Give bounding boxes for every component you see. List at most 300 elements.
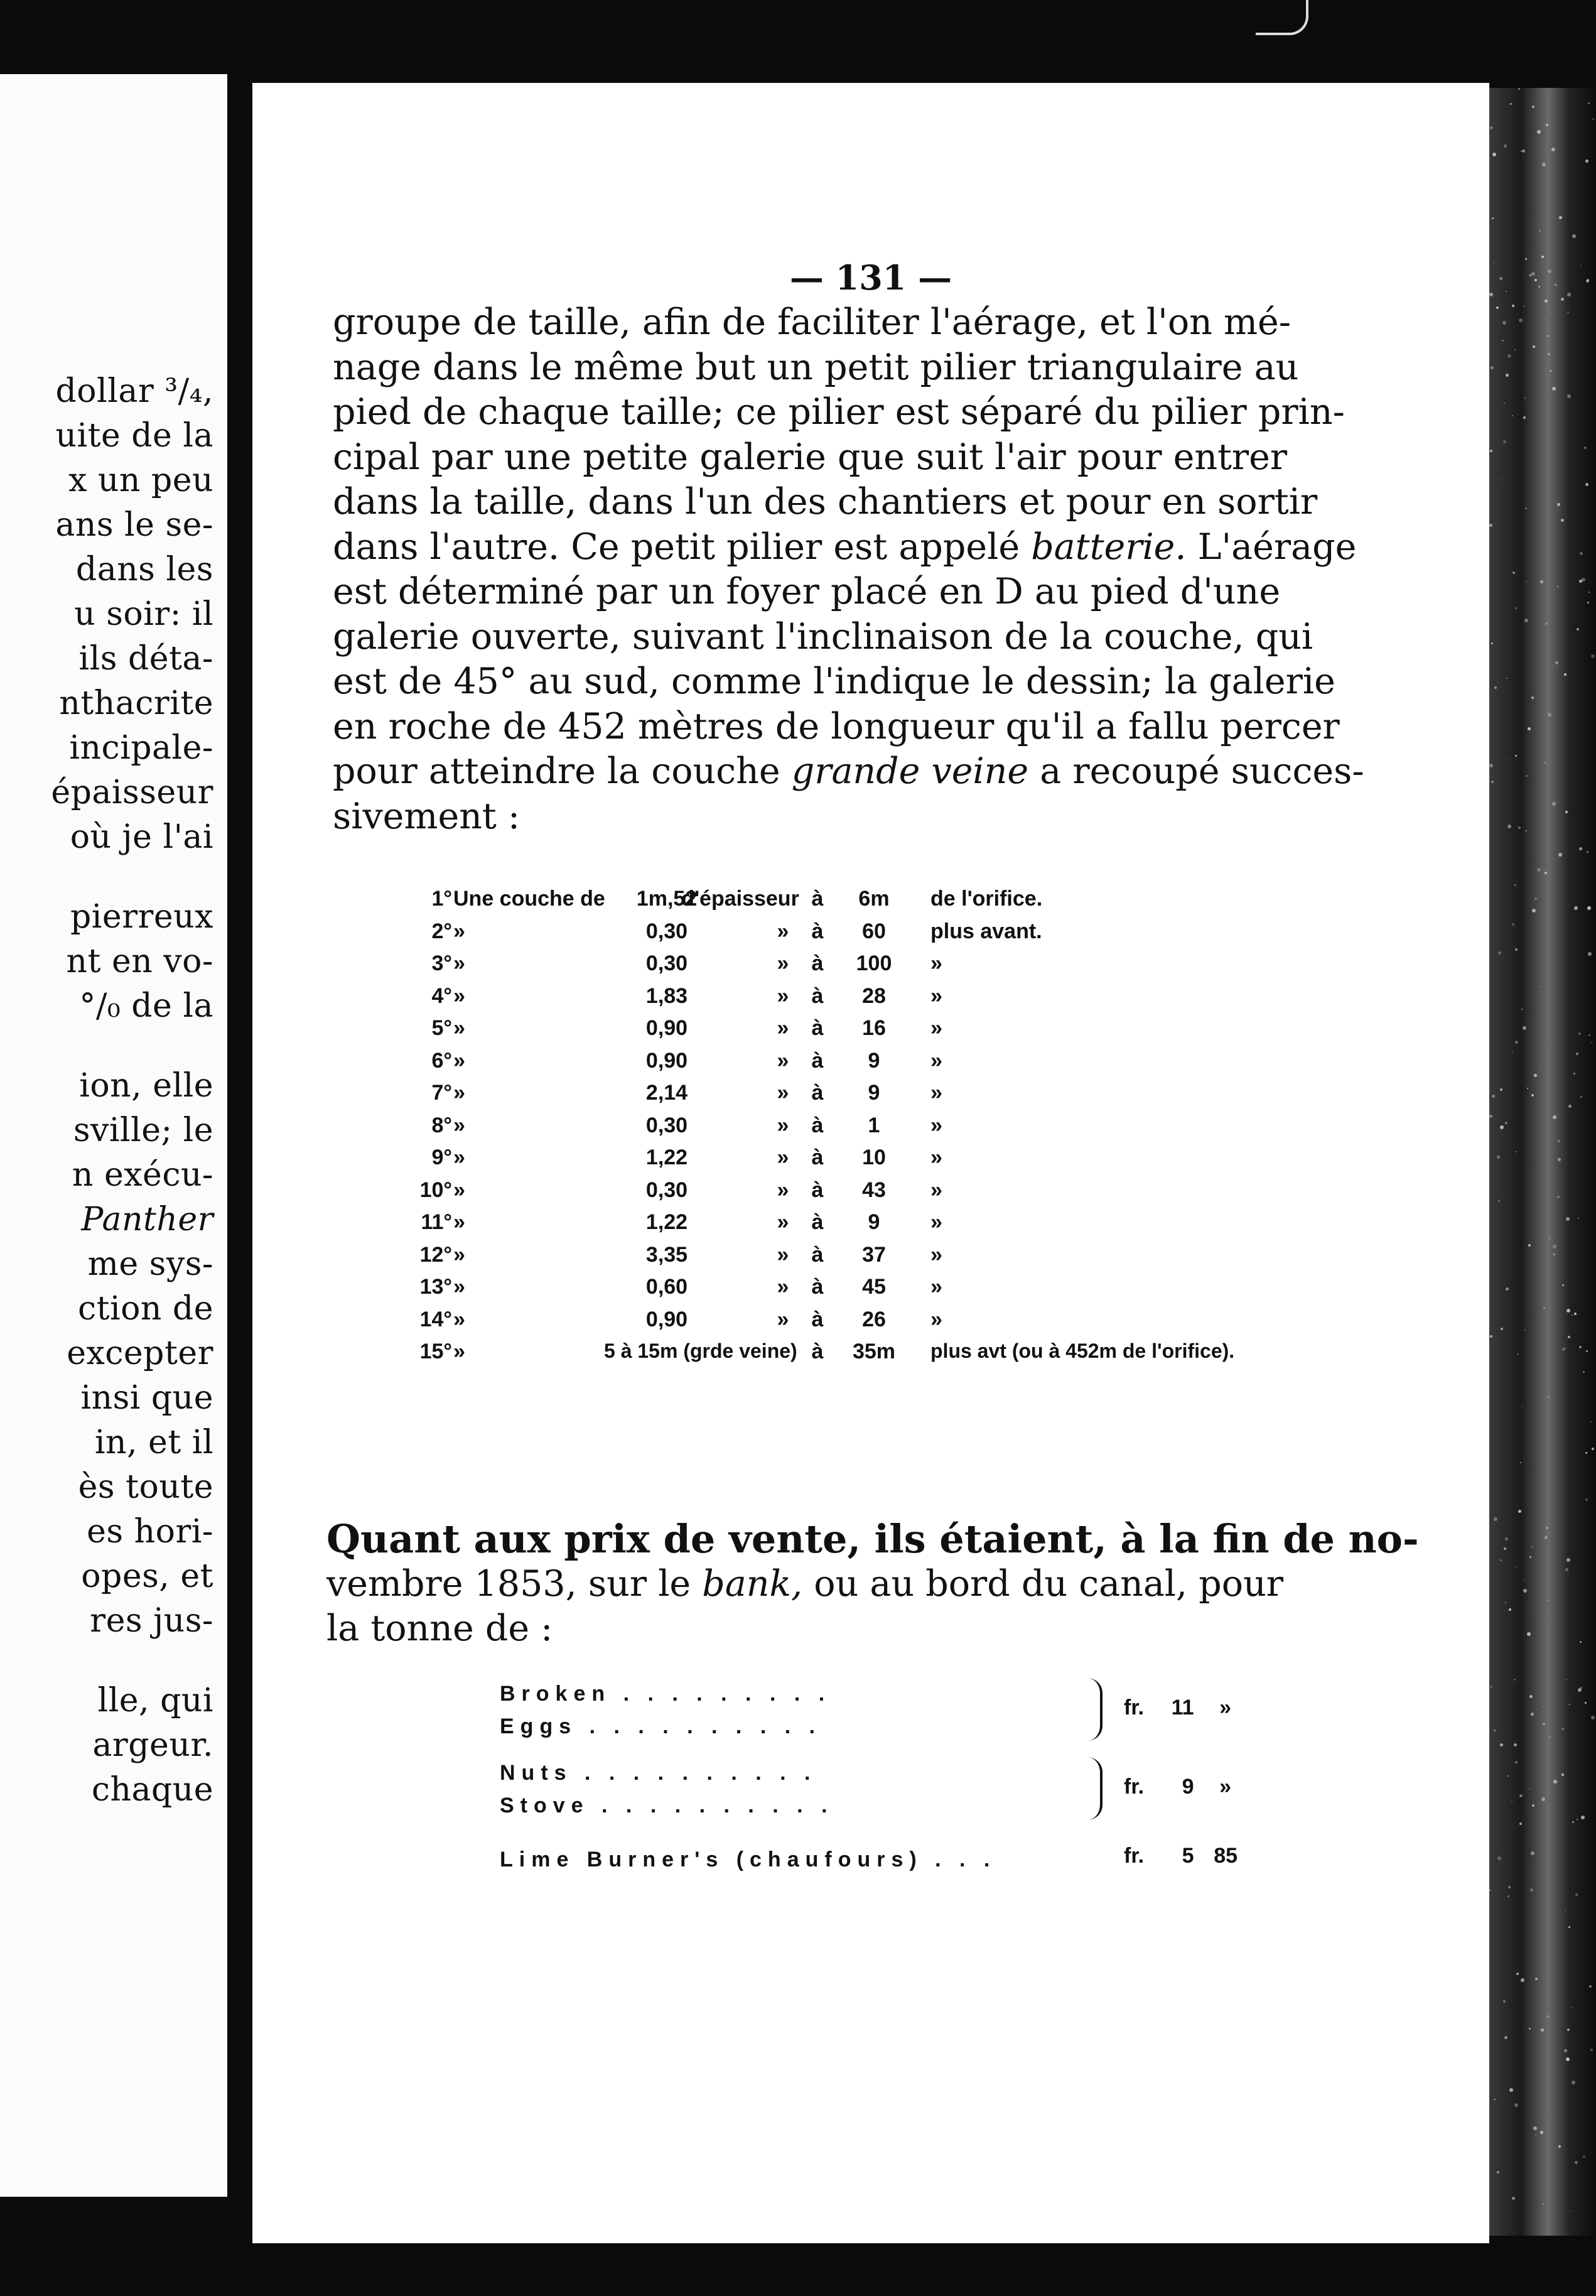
fragment-line: in, et il <box>94 1424 213 1461</box>
spine-speck <box>1551 148 1555 151</box>
cell-num: 1° <box>431 887 452 911</box>
spine-speck <box>1541 1797 1545 1801</box>
spine-speck <box>1497 2171 1499 2174</box>
spine-speck <box>1549 1736 1550 1738</box>
fragment-line <box>51 1029 213 1064</box>
cell-thick: 0,90 <box>645 1308 688 1331</box>
spine-speck <box>1512 2197 1515 2200</box>
cell-desc: Une couche de <box>453 887 605 911</box>
spine-speck <box>1557 1196 1560 1198</box>
cell-num: 2° <box>431 919 452 943</box>
spine-speck <box>1516 1151 1517 1152</box>
cell-rem: » <box>930 1308 942 1331</box>
cell-a: à <box>811 1243 824 1267</box>
spine-speck <box>1520 1462 1521 1463</box>
spine-speck <box>1535 2134 1536 2135</box>
cell-a: à <box>811 951 824 975</box>
spine-speck <box>1527 1632 1531 1636</box>
price-value <box>1124 1775 1231 1799</box>
spine-speck <box>1515 1761 1518 1763</box>
spine-speck <box>1504 1547 1506 1550</box>
table-row <box>252 1308 1489 1340</box>
spine-speck <box>1502 321 1506 325</box>
cell-num: 5° <box>431 1016 452 1040</box>
cell-a: à <box>811 1145 824 1169</box>
spine-speck <box>1510 103 1512 105</box>
spine-speck <box>1585 1498 1588 1501</box>
spine-speck <box>1491 1686 1492 1687</box>
spine-speck <box>1552 802 1556 806</box>
spine-speck <box>1489 1115 1492 1118</box>
spine-speck <box>1504 403 1505 404</box>
spine-speck <box>1568 1336 1570 1338</box>
spine-speck <box>1521 1009 1523 1010</box>
spine-speck <box>1529 1695 1533 1698</box>
spine-speck <box>1561 519 1564 522</box>
spine-speck <box>1588 952 1592 956</box>
spine-speck <box>1523 1589 1527 1593</box>
spine-speck <box>1590 2049 1593 2051</box>
fragment-line: lle, qui <box>97 1682 213 1719</box>
cell-num: 4° <box>431 984 452 1008</box>
spine-speck <box>1567 2028 1570 2031</box>
spine-speck <box>1588 592 1590 593</box>
fragment-line: sville; le <box>73 1112 213 1149</box>
italic-term: grande veine <box>791 750 1029 792</box>
spine-speck <box>1490 1335 1492 1338</box>
spine-speck <box>1569 1704 1570 1705</box>
cell-num: 10° <box>419 1178 452 1202</box>
spine-speck <box>1561 298 1564 301</box>
spine-speck <box>1506 374 1509 377</box>
spine-speck <box>1588 102 1590 104</box>
text-line: nage dans le même but un petit pilier triangulaire au <box>333 346 1299 388</box>
cell-dist: 1 <box>868 1113 880 1137</box>
fragment-line: uite de la <box>55 417 213 455</box>
spine-speck <box>1521 1405 1523 1407</box>
spine-speck <box>1539 1069 1541 1071</box>
spine-speck <box>1534 279 1537 281</box>
spine-speck <box>1568 1105 1572 1108</box>
spine-speck <box>1578 1032 1581 1035</box>
cell-dist: 28 <box>862 984 886 1008</box>
cell-epa: d'épaisseur <box>681 887 799 911</box>
spine-speck <box>1548 713 1551 717</box>
text-line: dans la taille, dans l'un des chantiers et pour en sortir <box>333 481 1318 523</box>
cell-a: à <box>811 1308 824 1331</box>
cell-a: à <box>811 1049 824 1073</box>
cell-num: 12° <box>419 1243 452 1267</box>
spine-speck <box>1490 126 1493 129</box>
spine-speck <box>1551 313 1552 315</box>
spine-speck <box>1577 1819 1578 1820</box>
cell-a: à <box>811 1016 824 1040</box>
spine-speck <box>1580 265 1582 266</box>
text-segment: pour atteindre la couche <box>333 750 780 792</box>
table-row <box>252 1340 1489 1372</box>
previous-page-fragment <box>0 74 227 2197</box>
spine-speck <box>1540 2131 1543 2134</box>
spine-speck <box>1540 986 1541 987</box>
spine-speck <box>1518 826 1521 829</box>
spine-speck <box>1501 479 1502 480</box>
text-line: groupe de taille, afin de faciliter l'aérage, et l'on mé- <box>333 301 1291 343</box>
spine-speck <box>1507 354 1511 358</box>
spine-speck <box>1564 2049 1567 2052</box>
cell-epa: » <box>777 1016 789 1040</box>
text-segment: L'aérage <box>1197 526 1357 568</box>
spine-speck <box>1497 1156 1500 1159</box>
cell-epa: » <box>777 951 789 975</box>
spine-speck <box>1494 686 1497 689</box>
fragment-line: incipale- <box>69 729 213 767</box>
cell-a: à <box>811 1275 824 1299</box>
spine-speck <box>1545 622 1548 625</box>
spine-speck <box>1555 284 1556 286</box>
spine-speck <box>1489 524 1492 527</box>
cell-num: 7° <box>431 1081 452 1105</box>
spine-speck <box>1526 775 1528 777</box>
spine-speck <box>1588 1034 1590 1036</box>
spine-speck <box>1537 868 1541 872</box>
spine-speck <box>1566 1558 1570 1562</box>
spine-speck <box>1515 755 1517 757</box>
cell-epa: » <box>777 1275 789 1299</box>
fragment-line: opes, et <box>81 1557 213 1595</box>
cell-thick: 0,30 <box>645 1178 688 1202</box>
spine-speck <box>1580 1687 1582 1689</box>
spine-speck <box>1557 586 1558 587</box>
cell-num: 15° <box>419 1340 452 1363</box>
currency: fr. <box>1124 1696 1145 1719</box>
fragment-line <box>51 860 213 895</box>
spine-speck <box>1531 696 1534 699</box>
spine-speck <box>1523 306 1524 307</box>
spine-speck <box>1546 1527 1548 1529</box>
spine-speck <box>1528 1244 1531 1247</box>
spine-speck <box>1579 847 1582 850</box>
cell-desc: » <box>453 1145 465 1169</box>
text-segment: Quant aux prix de vente, ils étaient, à la fin de no- <box>326 1516 1419 1562</box>
spine-speck <box>1584 447 1587 449</box>
spine-speck <box>1579 1346 1582 1348</box>
spine-speck <box>1529 274 1532 277</box>
cell-epa: » <box>777 1113 789 1137</box>
spine-speck <box>1545 1536 1547 1538</box>
cell-rem: de l'orifice. <box>930 887 1043 911</box>
fragment-line: ction de <box>77 1290 213 1328</box>
cell-dist: 16 <box>862 1016 886 1040</box>
text-segment: a recoupé succes- <box>1040 750 1364 792</box>
spine-speck <box>1489 1890 1491 1891</box>
spine-speck <box>1514 884 1516 886</box>
spine-speck <box>1574 906 1578 910</box>
spine-speck <box>1511 1801 1512 1802</box>
table-row <box>252 1178 1489 1211</box>
cell-dist: 43 <box>862 1178 886 1202</box>
spine-speck <box>1527 1088 1528 1089</box>
spine-speck <box>1531 1094 1534 1097</box>
spine-speck <box>1507 825 1511 828</box>
spine-speck <box>1566 2057 1570 2061</box>
fragment-line: °/₀ de la <box>79 987 213 1025</box>
spine-speck <box>1558 1140 1560 1142</box>
cell-thick: 1,22 <box>645 1145 688 1169</box>
text-line <box>333 525 1357 570</box>
previous-page-text <box>51 369 213 1812</box>
spine-speck <box>1506 678 1507 679</box>
spine-speck <box>1494 1517 1497 1521</box>
cell-a: à <box>811 887 824 911</box>
spine-speck <box>1496 306 1499 309</box>
spine-speck <box>1533 345 1535 348</box>
spine-speck <box>1529 1788 1530 1789</box>
spine-speck <box>1508 1886 1511 1888</box>
spine-speck <box>1533 2126 1537 2130</box>
spine-speck <box>1519 318 1523 322</box>
italic-term: bank, <box>702 1562 803 1605</box>
cell-dist: 10 <box>862 1145 886 1169</box>
spine-speck <box>1532 1804 1534 1807</box>
cell-dist: 35m <box>852 1340 896 1363</box>
spine-speck <box>1537 130 1541 134</box>
fragment-line: res jus- <box>90 1602 213 1640</box>
cell-thick: 5 à 15m (grde veine) <box>604 1340 797 1362</box>
cell-num: 13° <box>419 1275 452 1299</box>
spine-speck <box>1548 353 1550 355</box>
cell-rem: » <box>930 1145 942 1169</box>
spine-speck <box>1548 1600 1549 1601</box>
spine-speck <box>1525 507 1527 509</box>
spine-speck <box>1587 602 1589 604</box>
spine-speck <box>1526 581 1527 582</box>
spine-speck <box>1572 2081 1575 2084</box>
spine-speck <box>1571 2007 1572 2008</box>
book-edge <box>1489 88 1596 2236</box>
fragment-line: dollar ³/₄, <box>55 372 213 410</box>
cell-thick: 1,83 <box>645 984 688 1008</box>
cell-dist: 100 <box>856 951 892 975</box>
price-value <box>1124 1696 1231 1720</box>
spine-speck <box>1546 124 1548 126</box>
cell-thick: 0,30 <box>645 951 688 975</box>
spine-speck <box>1516 1973 1519 1975</box>
fragment-line: argeur. <box>92 1726 213 1764</box>
fragment-line: où je l'ai <box>70 818 213 856</box>
spine-speck <box>1518 1510 1521 1513</box>
spine-speck <box>1572 1821 1574 1823</box>
cell-epa: » <box>777 1145 789 1169</box>
spine-speck <box>1534 1074 1537 1077</box>
spine-speck <box>1515 948 1518 951</box>
cents: » <box>1219 1775 1232 1799</box>
spine-speck <box>1572 1314 1573 1316</box>
price-label: Eggs . . . . . . . . . . <box>500 1714 822 1738</box>
spine-speck <box>1491 781 1494 783</box>
spine-speck <box>1492 1095 1495 1098</box>
spine-speck <box>1532 106 1534 108</box>
spine-speck <box>1492 217 1494 219</box>
spine-speck <box>1505 1537 1508 1541</box>
spine-speck <box>1577 628 1579 631</box>
fragment-line: nthacrite <box>59 685 213 722</box>
spine-speck <box>1524 1579 1526 1580</box>
fragment-line: n exécu- <box>72 1156 213 1194</box>
spine-speck <box>1507 1895 1509 1897</box>
spine-speck <box>1505 1122 1507 1124</box>
spine-speck <box>1553 1780 1557 1784</box>
spine-speck <box>1516 1566 1517 1568</box>
cell-desc: » <box>453 1081 465 1105</box>
fragment-line: insi que <box>80 1379 213 1417</box>
spine-speck <box>1567 311 1569 313</box>
spine-speck <box>1501 1328 1503 1330</box>
spine-speck <box>1509 2088 1513 2092</box>
spine-speck <box>1561 1773 1564 1776</box>
price-label: Broken . . . . . . . . . <box>500 1682 831 1706</box>
spine-speck <box>1546 2015 1549 2018</box>
spine-speck <box>1585 1702 1587 1704</box>
cell-num: 11° <box>421 1210 452 1234</box>
spine-speck <box>1536 1709 1537 1710</box>
table-row <box>252 951 1489 984</box>
spine-speck <box>1575 2161 1578 2164</box>
spine-speck <box>1545 872 1547 874</box>
spine-speck <box>1568 1926 1570 1928</box>
cell-rem: » <box>930 1210 942 1234</box>
spine-speck <box>1591 1042 1592 1043</box>
cell-desc: » <box>453 1275 465 1299</box>
spine-speck <box>1552 387 1556 391</box>
spine-speck <box>1509 759 1510 761</box>
cell-rem: » <box>930 1275 942 1299</box>
spine-speck <box>1504 2036 1507 2039</box>
text-line: pied de chaque taille; ce pilier est séparé du pilier prin- <box>333 391 1345 433</box>
spine-speck <box>1491 642 1493 644</box>
cell-rem: » <box>930 1049 942 1073</box>
spine-speck <box>1542 163 1546 166</box>
text-line <box>326 1562 1284 1607</box>
spine-speck <box>1492 153 1496 156</box>
fragment-line: es hori- <box>87 1513 213 1551</box>
cell-thick: 0,30 <box>645 919 688 943</box>
cell-thick: 0,30 <box>645 1113 688 1137</box>
table-row <box>252 887 1489 919</box>
spine-speck <box>1564 673 1566 676</box>
spine-speck <box>1512 305 1514 307</box>
spine-speck <box>1529 2028 1531 2030</box>
text-line: en roche de 452 mètres de longueur qu'il a fallu percer <box>333 705 1340 747</box>
cell-desc: » <box>453 1243 465 1267</box>
text-line: sivement : <box>333 795 520 837</box>
spine-speck <box>1518 88 1520 90</box>
table-row <box>252 1016 1489 1049</box>
brace-icon <box>1087 1678 1103 1741</box>
spine-speck <box>1589 1985 1592 1988</box>
cell-a: à <box>811 1210 824 1234</box>
cents: 85 <box>1214 1844 1238 1868</box>
spine-speck <box>1543 1307 1545 1309</box>
spine-speck <box>1573 1073 1575 1075</box>
spine-speck <box>1525 258 1527 260</box>
spine-speck <box>1561 1728 1564 1730</box>
spine-speck <box>1530 1888 1533 1892</box>
spine-speck <box>1506 291 1507 292</box>
table-row <box>252 1243 1489 1275</box>
fragment-line: chaque <box>91 1771 213 1809</box>
spine-speck <box>1550 370 1551 372</box>
spine-speck <box>1512 1052 1513 1053</box>
cell-desc: » <box>453 984 465 1008</box>
amount: 11 <box>1171 1696 1194 1719</box>
spine-speck <box>1489 764 1493 767</box>
spine-speck <box>1521 1978 1524 1982</box>
spine-speck <box>1553 1254 1555 1255</box>
fragment-line: ans le se- <box>55 506 213 544</box>
spine-speck <box>1500 1559 1502 1561</box>
main-page <box>252 83 1489 2243</box>
spine-speck <box>1514 1743 1517 1746</box>
cell-thick: 1,22 <box>645 1210 688 1234</box>
spine-speck <box>1542 2203 1544 2205</box>
cell-rem: plus avant. <box>930 919 1042 943</box>
spine-speck <box>1566 1679 1567 1680</box>
spine-speck <box>1503 440 1506 443</box>
spine-speck <box>1548 269 1551 273</box>
cell-epa: » <box>777 1178 789 1202</box>
spine-speck <box>1555 661 1558 664</box>
cell-dist: 6m <box>858 887 890 911</box>
fragment-line: ion, elle <box>79 1067 213 1105</box>
price-label: Lime Burner's (chaufours) . . . <box>500 1848 996 1871</box>
cell-thick: 0,60 <box>645 1275 688 1299</box>
spine-speck <box>1534 897 1537 900</box>
cell-dist: 37 <box>862 1243 886 1267</box>
cell-thick: 0,90 <box>645 1049 688 1073</box>
fragment-line: me sys- <box>87 1245 213 1283</box>
cell-dist: 9 <box>868 1081 880 1105</box>
spine-speck <box>1549 1238 1550 1239</box>
spine-speck <box>1558 2145 1561 2148</box>
spine-speck <box>1576 1053 1578 1055</box>
spine-speck <box>1507 1775 1509 1777</box>
cell-a: à <box>811 984 824 1008</box>
cell-desc: » <box>453 1340 465 1363</box>
fragment-line: dans les <box>75 551 213 588</box>
cell-dist: 9 <box>868 1210 880 1234</box>
spine-speck <box>1553 1245 1556 1248</box>
cell-a: à <box>811 1081 824 1105</box>
spine-speck <box>1512 571 1515 574</box>
spine-speck <box>1512 923 1514 926</box>
spine-speck <box>1545 300 1548 303</box>
spine-speck <box>1585 1452 1587 1454</box>
text-line: est déterminé par un foyer placé en D au pied d'une <box>333 571 1281 612</box>
spine-speck <box>1490 450 1492 452</box>
spine-speck <box>1502 340 1504 342</box>
cell-num: 9° <box>431 1145 452 1169</box>
spine-speck <box>1559 216 1562 219</box>
spine-speck <box>1498 1200 1500 1202</box>
spine-speck <box>1506 1287 1509 1291</box>
fragment-line: excepter <box>67 1335 213 1372</box>
cell-rem: plus avt (ou à 452m de l'orifice). <box>930 1340 1235 1362</box>
fragment-line: épaisseur <box>51 774 213 811</box>
text-segment: dans l'autre. Ce petit pilier est appelé <box>333 526 1020 568</box>
spine-speck <box>1529 1556 1531 1558</box>
spine-speck <box>1591 654 1595 658</box>
spine-speck <box>1519 1822 1522 1825</box>
